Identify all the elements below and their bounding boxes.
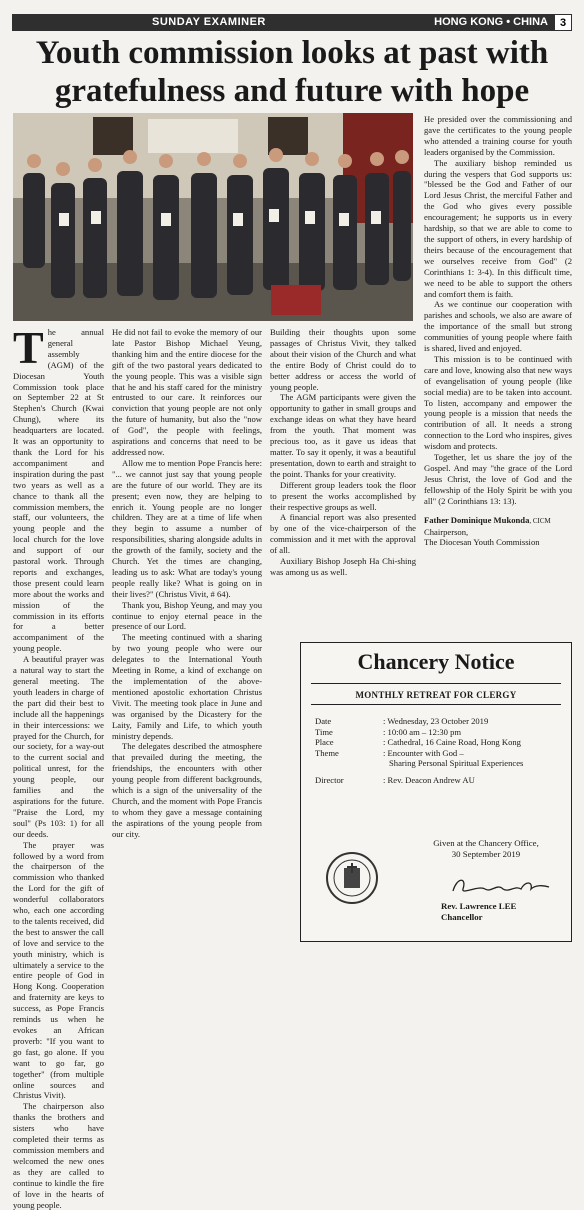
article-paragraph: A financial report was also presented by one of the vice-chairperson of the commission and it met with the approval of all. xyxy=(270,512,416,556)
article-paragraph: Building their thoughts upon some passages of Christus Vivit, they talked about their vision of the Church and what the entire Body of Christ could do to better address or access the world of young people. xyxy=(270,327,416,392)
detail-row: Date : Wednesday, 23 October 2019 xyxy=(315,716,489,726)
notice-subtitle: MONTHLY RETREAT FOR CLERGY xyxy=(355,690,517,700)
detail-row: Time : 10:00 am – 12:30 pm xyxy=(315,726,462,737)
article-paragraph: Thank you, Bishop Yeung, and may you continue to enjoy eternal peace in the presence of our Lord. xyxy=(112,599,262,632)
divider xyxy=(311,683,561,684)
handwritten-signature xyxy=(449,875,553,897)
author-role: Chairperson, xyxy=(424,526,469,537)
article-paragraph: The annual general assembly (AGM) of the Diocesan Youth Commission took place on September 22 at St Stephen's Church (Kwai Chung), where its headquarters are located. It was an opportunity to thank the Lord for his accompaniment and inspiration during the past two years as well as a chance to thank all the commission members, the staff, our volunteers, the young people and the local church for the love and support of our pastoral work. Through reports and exchanges, those present could learn more about the works and mission of the commission in its efforts for a better accompaniment of the young people. xyxy=(13,322,104,654)
article-column-4 xyxy=(424,114,572,548)
article-paragraph: He presided over the commissioning and gave the certificates to the young people who attended a training course for youth leaders organised by the Commission. xyxy=(424,114,572,157)
divider xyxy=(311,704,561,705)
author-signature xyxy=(424,515,572,549)
headline: Youth commission looks at past with gratefulness and future with hope xyxy=(35,35,549,109)
author-name: Father Dominique Mukonda xyxy=(424,514,530,525)
article-column-1 xyxy=(13,322,104,1210)
article-paragraph: He did not fail to evoke the memory of our late Pastor Bishop Michael Yeung, thanking him and the entire diocese for the gift of the two pastoral years dedicated to the young people. This was a visible sign that he and his staff cared for the ministry entrusted to our care. It reinforces our conviction that young people are not only the future of humanity, but also the "now of God", the people with feelings, aspirations and concerns that need to be addressed now. xyxy=(112,327,262,457)
article-column-2 xyxy=(112,327,262,840)
notice-title: Chancery Notice xyxy=(357,649,515,674)
detail-row: Director : Rev. Deacon Andrew AU xyxy=(315,774,475,785)
region-label: HONG KONG • CHINA xyxy=(434,16,548,28)
notice-details xyxy=(315,716,565,786)
author-order: , CICM xyxy=(529,516,551,525)
page-number: 3 xyxy=(554,14,572,31)
article-paragraph: The meeting continued with a sharing by two young people who were our delegates to the International Youth Meeting in Rome, a kind of exchange on the implementation of the above-mentioned apostolic exhortation Christus Vivit. The meeting took place in June and was organised by the Dicastery for the Laity, Family and Life, to which youth ministry depends. xyxy=(112,632,262,741)
detail-row: Place : Cathedral, 16 Caine Road, Hong Kong xyxy=(315,737,521,748)
detail-row: Sharing Personal Spiritual Experiences xyxy=(389,758,524,769)
article-paragraph: Together, let us share the joy of the Gospel. And may "the grace of the Lord Jesus Christ, the love of God and the fellowship of the Holy Spirit be with you all" (2 Corinthians 13: 13). xyxy=(424,452,572,506)
article-paragraph: The delegates described the atmosphere that prevailed during the meeting, the friendships, the encounters with other young people from different backgrounds, which is a sign of the universality of the Church, and the moment with Pope Francis to whom they gave a message containing the aspirations of the young people from our city. xyxy=(112,741,262,839)
chancery-seal-icon xyxy=(325,851,379,905)
chancery-notice-box xyxy=(300,642,572,942)
group-photo xyxy=(13,113,413,321)
drop-cap: T xyxy=(13,322,44,373)
article-paragraph: Auxiliary Bishop Joseph Ha Chi-shing was among us as well. xyxy=(270,556,416,577)
article-paragraph: This mission is to be continued with care and love, knowing also that new ways of evangelisation of young people (like social media) are to be taken into account. To listen, accompany and empower the young people is a mission that needs the contribution of all. It needs a strong connection to the Lord who inspires, gives wisdom and protects. xyxy=(424,353,572,452)
group-photo-image xyxy=(13,113,413,321)
article-paragraph: The chairperson also thanks the brothers and sisters who have completed their terms as commission members and welcomed the new ones as they are called to continue to kindle the fire of love in the hearts of young people. xyxy=(13,1101,104,1210)
article-paragraph: Different group leaders took the floor to present the works accomplished by their respective groups as well. xyxy=(270,479,416,512)
author-org: The Diocesan Youth Commission xyxy=(424,537,540,548)
masthead-bar xyxy=(12,14,572,31)
detail-row: Theme : Encounter with God – xyxy=(315,747,464,758)
article-paragraph: The auxiliary bishop reminded us during the vespers that God supports us: "blessed be the God and Father of our Lord Jesus Christ, the merciful Father and the God who gives every possible encouragement; he supports us in every hardship, so that we are able to come to the support of others, in every hardship of theirs because of the encouragement that we ourselves receive from God" (2 Corinthians 1: 3-4). In this difficult time, we need to be able to support the others and comfort them is faith. xyxy=(424,157,572,299)
given-at: Given at the Chancery Office, 30 September 2019 xyxy=(433,838,539,859)
article-column-3 xyxy=(270,327,416,578)
article-paragraph: The prayer was followed by a word from the chairperson of the commission who thanked the Lord for the gift of wonderful collaborators who, each one according to the talents received, did the best to answer the call of love and service to the youth ministry, which is ultimately a service to the entire people of God in Hong Kong. Cooperation and fraternity are keys to success, as Pope Francis reminds us when he evokes an African proverb: "If you want to go fast, go alone. If you want to go far, go together" (from multiple online sources and Christus Vivit). xyxy=(13,839,104,1101)
article-paragraph: A beautiful prayer was a natural way to start the general meeting. The youth leaders in charge of the part did their best to include all the happenings in their intercessions: we prayed for the Church, for our society, for a way-out to the current social and political unrest, for the young people, our families and the aspirations for the future. "Praise the Lord, my soul" (Ps 103: 1) for all our deeds. xyxy=(13,654,104,839)
notice-signer: Rev. Lawrence LEE Chancellor xyxy=(441,901,517,922)
article-paragraph: Allow me to mention Pope Francis here: "... we cannot just say that young people are the future of our world. They are its present; even now, they are helping to enrich it. Young people are no longer children. They are at a time of life when they begin to assume a number of responsibilities, sharing alongside adults in the growth of the family, society and the Church. Yet the times are changing, leading us to ask: What are today's young people really like? What is going on in their lives?" (Christus Vivit, # 64). xyxy=(112,457,262,599)
article-paragraph: As we continue our cooperation with parishes and schools, we also are aware of the importance of the small but strong communities of young people where faith is shared, lived and enjoyed. xyxy=(424,299,572,354)
article-paragraph: The AGM participants were given the opportunity to gather in small groups and exchange ideas on what they have heard from the youth. That moment was precious too, as it gave us ideas that matter. To say it openly, it was a beautiful presentation, down to earth and straight to the point. Thanks for your creativity. xyxy=(270,392,416,479)
section-name: SUNDAY EXAMINER xyxy=(152,16,266,28)
